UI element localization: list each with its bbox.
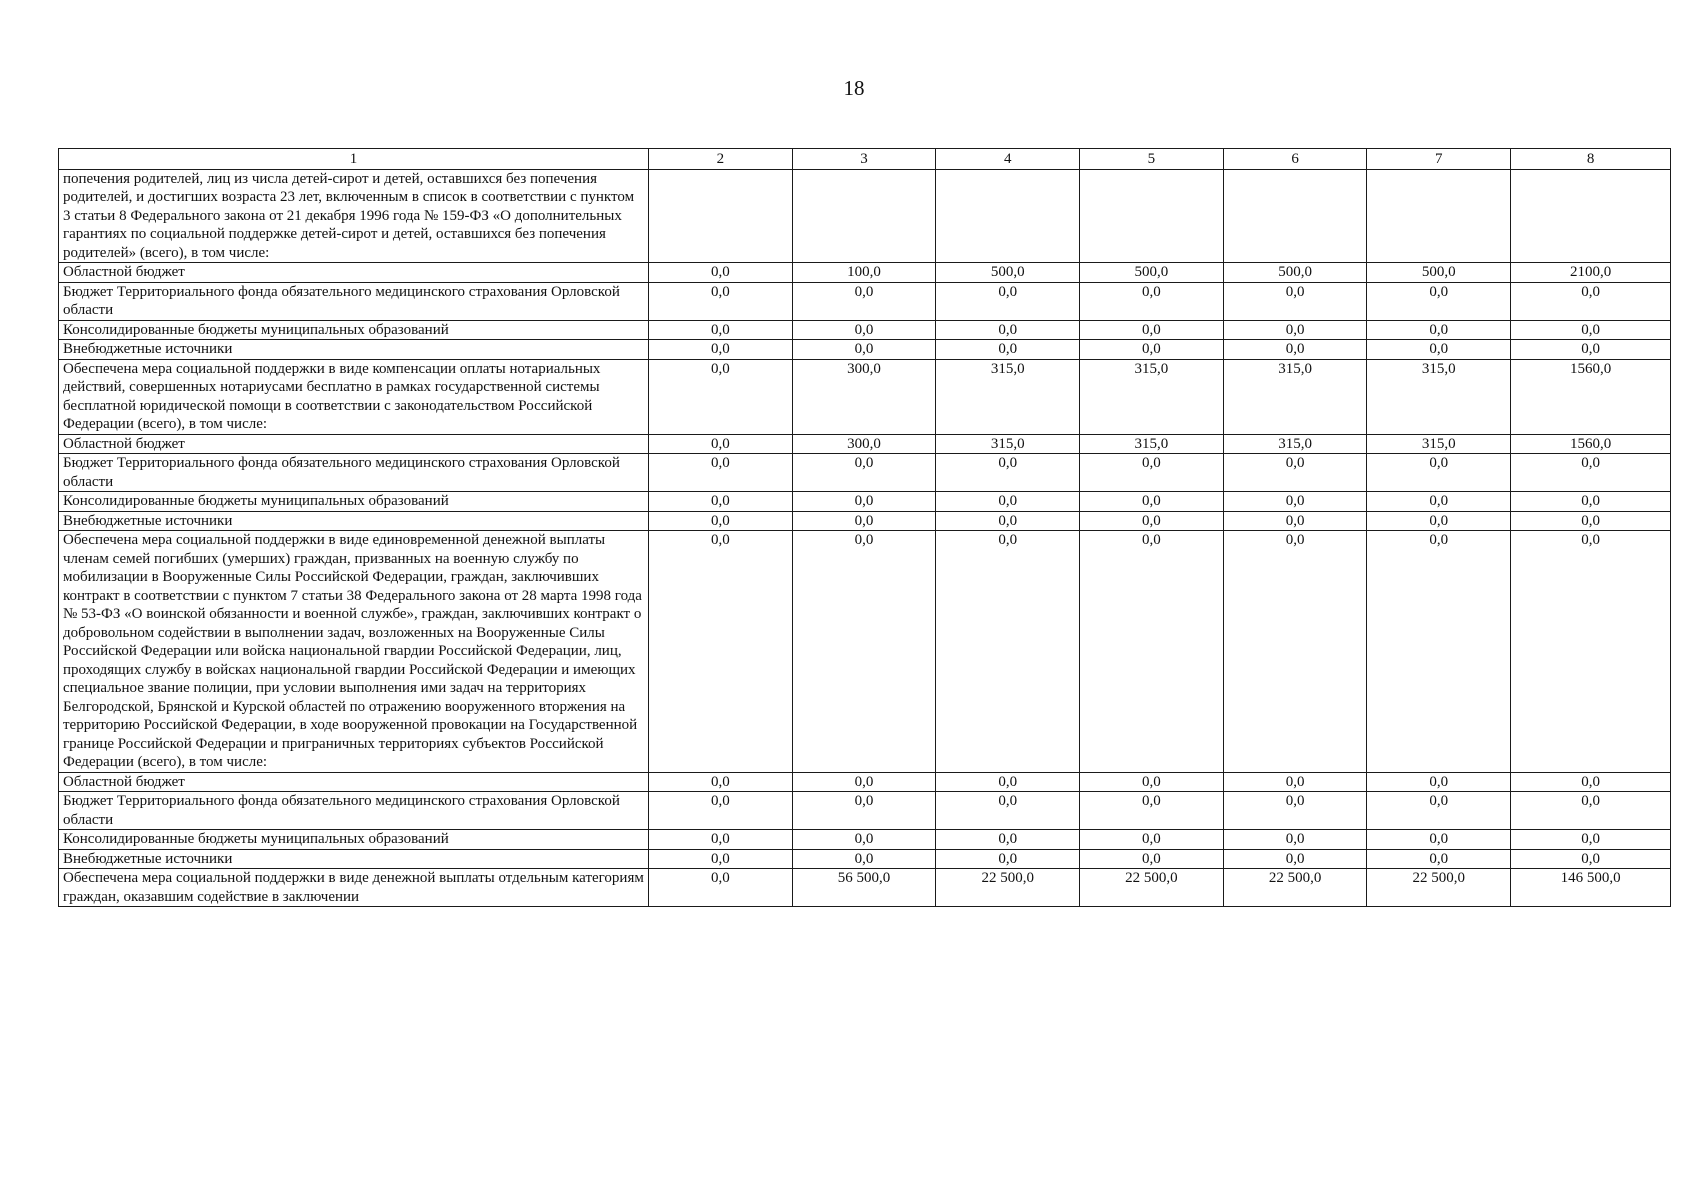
table-row (59, 263, 1671, 283)
row-label: Обеспечена мера социальной поддержки в виде компенсации оплаты нотариальных действий, совершенных нотариусами бесплатно в рамках государственной системы бесплатной юридической помощи в соответствии с законодательством Российской Федерации (всего), в том числе: (59, 359, 649, 434)
value-cell: 0,0 (1511, 282, 1671, 320)
value-cell: 315,0 (1367, 434, 1511, 454)
value-cell: 0,0 (649, 434, 793, 454)
value-cell: 0,0 (1223, 792, 1367, 830)
row-label: Областной бюджет (59, 434, 649, 454)
value-cell: 0,0 (1223, 282, 1367, 320)
value-cell: 2100,0 (1511, 263, 1671, 283)
table-row (59, 772, 1671, 792)
column-header: 5 (1080, 149, 1224, 170)
value-cell: 0,0 (649, 869, 793, 907)
value-cell: 0,0 (649, 511, 793, 531)
value-cell: 0,0 (792, 511, 936, 531)
value-cell: 0,0 (1080, 454, 1224, 492)
value-cell: 0,0 (1511, 531, 1671, 773)
value-cell: 0,0 (649, 320, 793, 340)
value-cell: 0,0 (792, 454, 936, 492)
value-cell: 22 500,0 (936, 869, 1080, 907)
value-cell: 22 500,0 (1223, 869, 1367, 907)
value-cell: 0,0 (1080, 531, 1224, 773)
value-cell: 56 500,0 (792, 869, 936, 907)
table-row (59, 320, 1671, 340)
value-cell: 146 500,0 (1511, 869, 1671, 907)
value-cell: 0,0 (792, 282, 936, 320)
row-label: Бюджет Территориального фонда обязательного медицинского страхования Орловской области (59, 282, 649, 320)
value-cell (1223, 169, 1367, 263)
value-cell: 1560,0 (1511, 434, 1671, 454)
value-cell: 0,0 (1511, 320, 1671, 340)
value-cell: 0,0 (1080, 830, 1224, 850)
value-cell: 0,0 (1223, 531, 1367, 773)
value-cell: 0,0 (1511, 340, 1671, 360)
value-cell: 0,0 (936, 454, 1080, 492)
value-cell: 0,0 (649, 849, 793, 869)
value-cell: 0,0 (1223, 849, 1367, 869)
column-header: 6 (1223, 149, 1367, 170)
value-cell: 315,0 (1367, 359, 1511, 434)
value-cell: 0,0 (649, 454, 793, 492)
value-cell: 0,0 (936, 830, 1080, 850)
row-label: попечения родителей, лиц из числа детей-сирот и детей, оставшихся без попечения родителей, и достигших возраста 23 лет, включенным в список в соответствии с пунктом 3 статьи 8 Федерального закона от 21 декабря 1996 года № 159-ФЗ «О дополнительных гарантиях по социальной поддержке детей-сирот и детей, оставшихся без попечения родителей» (всего), в том числе: (59, 169, 649, 263)
value-cell: 0,0 (936, 772, 1080, 792)
value-cell: 0,0 (1367, 531, 1511, 773)
value-cell: 500,0 (1080, 263, 1224, 283)
value-cell: 0,0 (1511, 849, 1671, 869)
value-cell: 0,0 (936, 531, 1080, 773)
value-cell: 500,0 (1367, 263, 1511, 283)
table-header-row (59, 149, 1671, 170)
value-cell: 315,0 (1223, 359, 1367, 434)
value-cell: 0,0 (1223, 454, 1367, 492)
value-cell: 0,0 (1367, 792, 1511, 830)
table-row (59, 492, 1671, 512)
value-cell: 0,0 (1511, 772, 1671, 792)
value-cell: 315,0 (1080, 434, 1224, 454)
value-cell (649, 169, 793, 263)
value-cell: 0,0 (649, 340, 793, 360)
value-cell: 0,0 (1367, 511, 1511, 531)
value-cell: 500,0 (1223, 263, 1367, 283)
value-cell: 0,0 (936, 282, 1080, 320)
row-label: Обеспечена мера социальной поддержки в виде единовременной денежной выплаты членам семей погибших (умерших) граждан, призванных на военную службу по мобилизации в Вооруженные Силы Российской Федерации, граждан, заключивших контракт в соответствии с пунктом 7 статьи 38 Федерального закона от 28 марта 1998 года № 53-ФЗ «О воинской обязанности и военной службе», граждан, заключивших контракт о добровольном содействии в выполнении задач, возложенных на Вооруженные Силы Российской Федерации или войска национальной гвардии Российской Федерации, лиц, проходящих службу в войсках национальной гвардии Российской Федерации и имеющих специальное звание полиции, при условии выполнения ими задач на территориях Белгородской, Брянской и Курской областей по отражению вооруженного вторжения на территорию Российской Федерации, в ходе вооруженной провокации на Государственной границе Российской Федерации и приграничных территориях субъектов Российской Федерации (всего), в том числе: (59, 531, 649, 773)
table-body (59, 169, 1671, 907)
value-cell: 0,0 (792, 772, 936, 792)
value-cell: 0,0 (1511, 454, 1671, 492)
value-cell: 315,0 (1080, 359, 1224, 434)
value-cell: 0,0 (936, 320, 1080, 340)
value-cell: 0,0 (792, 492, 936, 512)
value-cell: 0,0 (1080, 492, 1224, 512)
value-cell: 0,0 (1080, 282, 1224, 320)
value-cell: 0,0 (1223, 340, 1367, 360)
row-label: Бюджет Территориального фонда обязательного медицинского страхования Орловской области (59, 454, 649, 492)
table-row (59, 359, 1671, 434)
value-cell: 0,0 (649, 492, 793, 512)
budget-table (58, 148, 1671, 907)
value-cell: 0,0 (792, 340, 936, 360)
value-cell: 0,0 (649, 359, 793, 434)
value-cell: 0,0 (1223, 492, 1367, 512)
value-cell (1511, 169, 1671, 263)
page-number: 18 (843, 76, 865, 100)
value-cell: 0,0 (792, 849, 936, 869)
value-cell: 0,0 (1223, 320, 1367, 340)
value-cell: 0,0 (1367, 492, 1511, 512)
value-cell: 0,0 (1511, 492, 1671, 512)
value-cell: 0,0 (792, 531, 936, 773)
row-label: Консолидированные бюджеты муниципальных образований (59, 492, 649, 512)
value-cell: 0,0 (1367, 454, 1511, 492)
table-row (59, 454, 1671, 492)
table-row (59, 830, 1671, 850)
value-cell (1080, 169, 1224, 263)
table-row (59, 434, 1671, 454)
value-cell: 0,0 (792, 320, 936, 340)
row-label: Обеспечена мера социальной поддержки в виде денежной выплаты отдельным категориям граждан, оказавшим содействие в заключении (59, 869, 649, 907)
value-cell: 500,0 (936, 263, 1080, 283)
value-cell: 0,0 (649, 263, 793, 283)
value-cell: 22 500,0 (1367, 869, 1511, 907)
table-row (59, 531, 1671, 773)
value-cell: 0,0 (1080, 792, 1224, 830)
value-cell (936, 169, 1080, 263)
value-cell: 0,0 (792, 792, 936, 830)
value-cell: 0,0 (649, 830, 793, 850)
value-cell: 0,0 (1367, 772, 1511, 792)
value-cell: 0,0 (1223, 772, 1367, 792)
row-label: Внебюджетные источники (59, 849, 649, 869)
value-cell: 0,0 (649, 282, 793, 320)
value-cell: 315,0 (936, 434, 1080, 454)
table-row (59, 511, 1671, 531)
value-cell: 0,0 (649, 531, 793, 773)
value-cell: 22 500,0 (1080, 869, 1224, 907)
row-label: Консолидированные бюджеты муниципальных образований (59, 830, 649, 850)
row-label: Областной бюджет (59, 772, 649, 792)
value-cell: 0,0 (1367, 830, 1511, 850)
column-header: 7 (1367, 149, 1511, 170)
column-header: 2 (649, 149, 793, 170)
value-cell: 0,0 (792, 830, 936, 850)
value-cell: 0,0 (1511, 792, 1671, 830)
row-label: Внебюджетные источники (59, 511, 649, 531)
value-cell: 0,0 (1080, 849, 1224, 869)
column-header: 1 (59, 149, 649, 170)
value-cell: 0,0 (1080, 511, 1224, 531)
value-cell: 0,0 (1367, 340, 1511, 360)
row-label: Бюджет Территориального фонда обязательного медицинского страхования Орловской области (59, 792, 649, 830)
value-cell: 0,0 (936, 849, 1080, 869)
value-cell: 0,0 (1511, 511, 1671, 531)
value-cell: 0,0 (936, 511, 1080, 531)
value-cell: 0,0 (1080, 340, 1224, 360)
table-row (59, 849, 1671, 869)
value-cell (1367, 169, 1511, 263)
value-cell: 0,0 (1223, 830, 1367, 850)
table-row (59, 282, 1671, 320)
table-row (59, 869, 1671, 907)
table-row (59, 792, 1671, 830)
value-cell: 0,0 (649, 792, 793, 830)
row-label: Областной бюджет (59, 263, 649, 283)
table-row (59, 340, 1671, 360)
value-cell: 0,0 (936, 492, 1080, 512)
value-cell: 0,0 (1080, 320, 1224, 340)
value-cell: 0,0 (1367, 282, 1511, 320)
value-cell: 0,0 (1080, 772, 1224, 792)
value-cell: 0,0 (1223, 511, 1367, 531)
column-header: 8 (1511, 149, 1671, 170)
value-cell: 0,0 (649, 772, 793, 792)
value-cell: 0,0 (1511, 830, 1671, 850)
table-row (59, 169, 1671, 263)
value-cell: 300,0 (792, 359, 936, 434)
row-label: Консолидированные бюджеты муниципальных образований (59, 320, 649, 340)
column-header: 3 (792, 149, 936, 170)
value-cell: 315,0 (936, 359, 1080, 434)
value-cell: 0,0 (936, 340, 1080, 360)
value-cell (792, 169, 936, 263)
value-cell: 0,0 (1367, 849, 1511, 869)
value-cell: 100,0 (792, 263, 936, 283)
column-header: 4 (936, 149, 1080, 170)
value-cell: 0,0 (1367, 320, 1511, 340)
value-cell: 300,0 (792, 434, 936, 454)
value-cell: 315,0 (1223, 434, 1367, 454)
row-label: Внебюджетные источники (59, 340, 649, 360)
value-cell: 1560,0 (1511, 359, 1671, 434)
value-cell: 0,0 (936, 792, 1080, 830)
